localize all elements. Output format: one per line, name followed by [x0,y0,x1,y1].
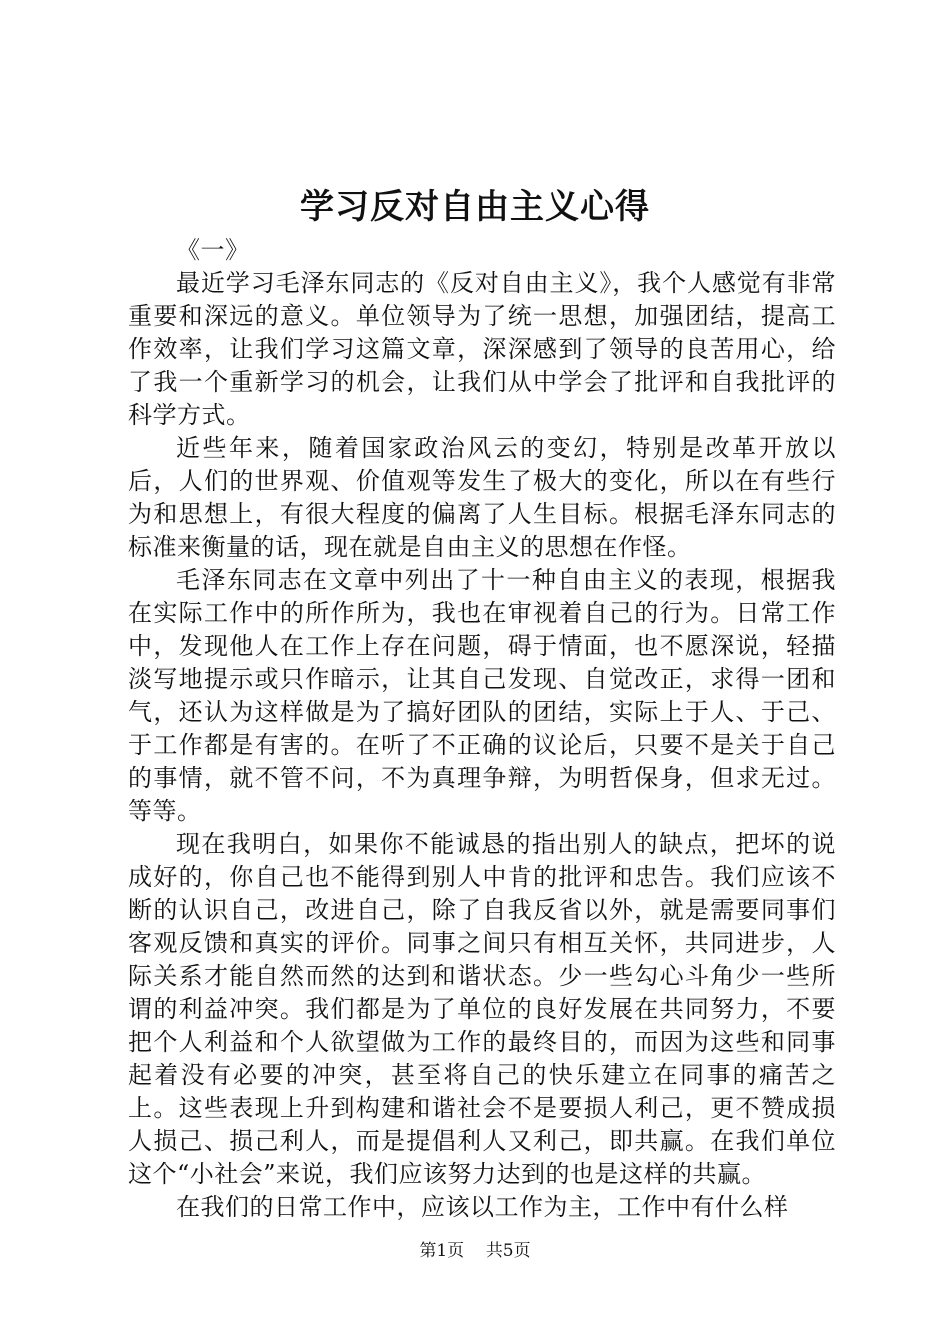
document-title: 学习反对自由主义心得 [300,187,650,227]
document-body [128,234,836,1224]
paragraph: 近些年来，随着国家政治风云的变幻，特别是改革开放以后，人们的世界观、价值观等发生了极大的变化，所以在有些行为和思想上，有很大程度的偏离了人生目标。根据毛泽东同志的标准来衡量的话，现在就是自由主义的思想在作怪。 [128,434,836,561]
section-label: 《一》 [176,236,250,264]
paragraph: 最近学习毛泽东同志的《反对自由主义》，我个人感觉有非常重要和深远的意义。单位领导为了统一思想，加强团结，提高工作效率，让我们学习这篇文章，深深感到了领导的良苦用心，给了我一个重新学习的机会，让我们从中学会了批评和自我批评的科学方式。 [128,269,836,429]
footer-spacer [470,1241,481,1261]
page-footer [0,1239,950,1263]
page-number: 第1页 [419,1241,465,1261]
page-total: 共5页 [485,1241,531,1261]
paragraph: 毛泽东同志在文章中列出了十一种自由主义的表现，根据我在实际工作中的所作所为，我也在审视着自己的行为。日常工作中，发现他人在工作上存在问题，碍于情面，也不愿深说，轻描淡写地提示或只作暗示，让其自己发现、自觉改正，求得一团和气，还认为这样做是为了搞好团队的团结，实际上于人、于己、于工作都是有害的。在听了不正确的议论后，只要不是关于自己的事情，就不管不问，不为真理争辩，为明哲保身，但求无过。等等。 [128,566,836,825]
paragraph: 现在我明白，如果你不能诚恳的指出别人的缺点，把坏的说成好的，你自己也不能得到别人中肯的批评和忠告。我们应该不断的认识自己，改进自己，除了自我反省以外，就是需要同事们客观反馈和真实的评价。同事之间只有相互关怀，共同进步，人际关系才能自然而然的达到和谐状态。少一些勾心斗角少一些所谓的利益冲突。我们都是为了单位的良好发展在共同努力，不要把个人利益和个人欲望做为工作的最终目的，而因为这些和同事起着没有必要的冲突，甚至将自己的快乐建立在同事的痛苦之上。这些表现上升到构建和谐社会不是要损人利己，更不赞成损人损己、损己利人，而是提倡利人又利己，即共赢。在我们单位这个“小社会”来说，我们应该努力达到的也是这样的共赢。 [128,830,836,1188]
paragraph: 在我们的日常工作中，应该以工作为主，工作中有什么样 [176,1193,789,1221]
